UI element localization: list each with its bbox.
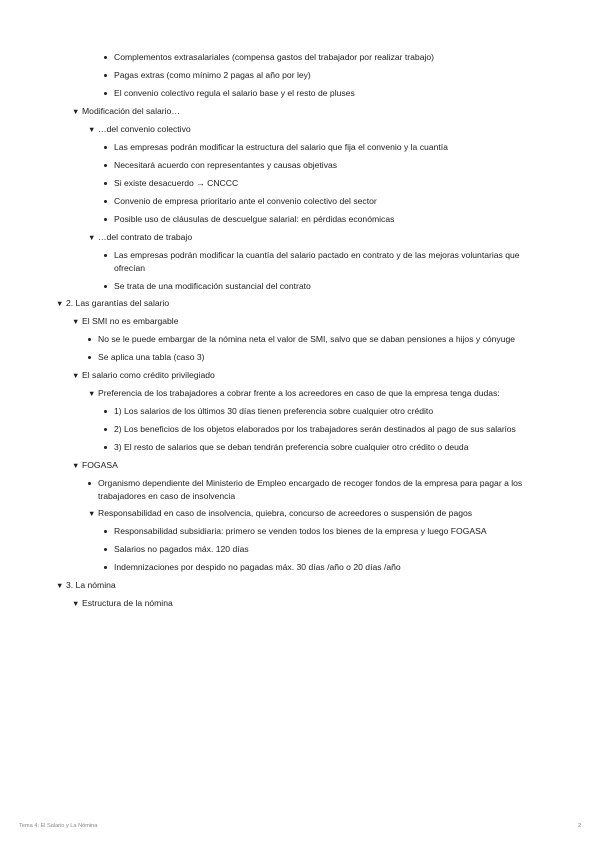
toggle-heading: El salario como crédito privilegiado: [82, 370, 215, 380]
bullet-icon: [104, 164, 107, 167]
list-item-continuation: trabajadores en caso de insolvencia: [98, 491, 236, 501]
list-item: Responsabilidad subsidiaria: primero se venden todos los bienes de la empresa y luego FOGASA: [114, 526, 487, 536]
toggle-arrow-icon[interactable]: ▼: [72, 317, 80, 326]
list-item: Salarios no pagados máx. 120 días: [114, 544, 249, 554]
list-item: Se aplica una tabla (caso 3): [98, 352, 205, 362]
list-item: Organismo dependiente del Ministerio de Empleo encargado de recoger fondos de la empresa para pagar a los: [98, 478, 523, 488]
list-item: Las empresas podrán modificar la estructura del salario que fija el convenio y la cuantía: [114, 142, 448, 152]
bullet-icon: [88, 482, 91, 485]
bullet-icon: [104, 56, 107, 59]
toggle-arrow-icon[interactable]: ▼: [88, 233, 96, 242]
toggle-heading: …del convenio colectivo: [98, 124, 191, 134]
list-item: El convenio colectivo regula el salario base y el resto de pluses: [114, 88, 355, 98]
bullet-icon: [104, 285, 107, 288]
bullet-icon: [104, 566, 107, 569]
bullet-icon: [104, 530, 107, 533]
toggle-heading: Modificación del salario…: [82, 106, 180, 116]
bullet-icon: [104, 200, 107, 203]
bullet-icon: [104, 254, 107, 257]
bullet-icon: [88, 356, 91, 359]
list-item: Si existe desacuerdo → CNCCC: [114, 178, 239, 188]
bullet-icon: [88, 338, 91, 341]
toggle-arrow-icon[interactable]: ▼: [88, 389, 96, 398]
list-item: Necesitará acuerdo con representantes y causas objetivas: [114, 160, 338, 170]
list-item: Complementos extrasalariales (compensa gastos del trabajador por realizar trabajo): [114, 52, 435, 62]
bullet-icon: [104, 92, 107, 95]
list-item: 3) El resto de salarios que se deban tendrán preferencia sobre cualquier otro crédito o deuda: [114, 442, 469, 452]
page-number: 2: [578, 823, 582, 829]
toggle-arrow-icon[interactable]: ▼: [88, 125, 96, 134]
list-item: Convenio de empresa prioritario ante el convenio colectivo del sector: [114, 196, 377, 206]
list-item: Se trata de una modificación sustancial del contrato: [114, 281, 311, 291]
bullet-icon: [104, 548, 107, 551]
toggle-heading: Preferencia de los trabajadores a cobrar frente a los acreedores en caso de que la empresa tenga dudas:: [98, 388, 500, 398]
bullet-icon: [104, 74, 107, 77]
list-item: 2) Los beneficios de los objetos elaborados por los trabajadores serán destinados al pago de sus salarios: [114, 424, 516, 434]
toggle-arrow-icon[interactable]: ▼: [88, 509, 96, 518]
section-heading: 3. La nómina: [66, 580, 116, 590]
bullet-icon: [104, 446, 107, 449]
page-footer-title: Tema 4: El Salario y La Nómina: [19, 823, 98, 829]
toggle-heading: Responsabilidad en caso de insolvencia, quiebra, concurso de acreedores o suspensión de pagos: [98, 508, 473, 518]
bullet-icon: [104, 218, 107, 221]
section-heading: 2. Las garantías del salario: [66, 298, 170, 308]
toggle-arrow-icon[interactable]: ▼: [72, 461, 80, 470]
bullet-icon: [104, 428, 107, 431]
list-item: 1) Los salarios de los últimos 30 días tienen preferencia sobre cualquier otro crédito: [114, 406, 434, 416]
list-item: Las empresas podrán modificar la cuantía del salario pactado en contrato y de las mejoras voluntarias que: [114, 250, 520, 260]
list-item: Indemnizaciones por despido no pagadas máx. 30 días /año o 20 días /año: [114, 562, 401, 572]
toggle-arrow-icon[interactable]: ▼: [56, 299, 64, 308]
toggle-arrow-icon[interactable]: ▼: [72, 107, 80, 116]
toggle-heading: …del contrato de trabajo: [98, 232, 193, 242]
bullet-icon: [104, 182, 107, 185]
list-item: Pagas extras (como mínimo 2 pagas al año por ley): [114, 70, 311, 80]
bullet-icon: [104, 410, 107, 413]
list-item-continuation: ofrecían: [114, 263, 146, 273]
toggle-arrow-icon[interactable]: ▼: [72, 371, 80, 380]
toggle-arrow-icon[interactable]: ▼: [72, 599, 80, 608]
toggle-heading: El SMI no es embargable: [82, 316, 179, 326]
list-item: No se le puede embargar de la nómina neta el valor de SMI, salvo que se daban pensiones a hijos y cónyuge: [98, 334, 516, 344]
toggle-heading: FOGASA: [82, 460, 118, 470]
toggle-heading: Estructura de la nómina: [82, 598, 173, 608]
list-item: Posible uso de cláusulas de descuelgue salarial: en pérdidas económicas: [114, 214, 395, 224]
toggle-arrow-icon[interactable]: ▼: [56, 581, 64, 590]
bullet-icon: [104, 146, 107, 149]
